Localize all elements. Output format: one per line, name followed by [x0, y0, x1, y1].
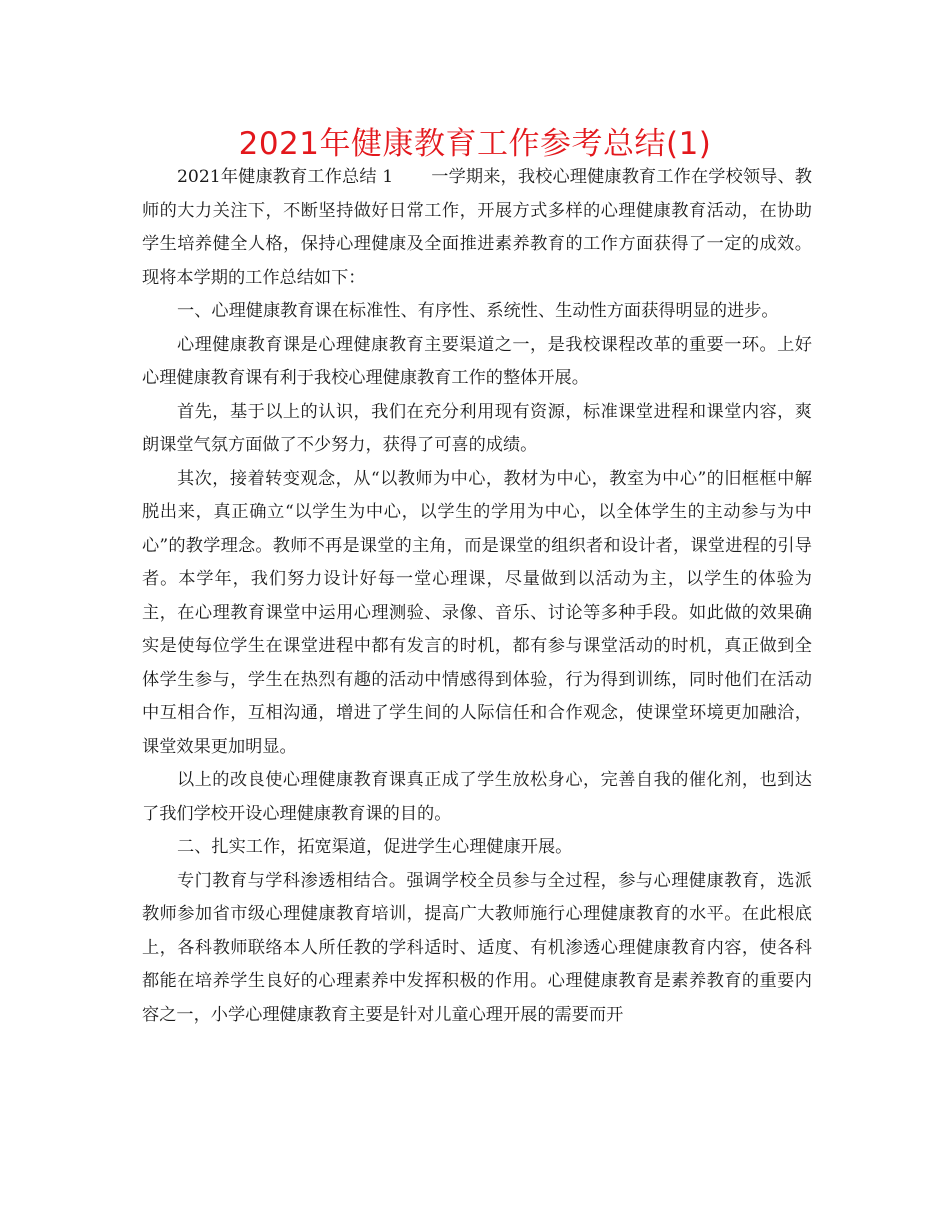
document-title: 2021年健康教育工作参考总结(1) [238, 126, 712, 162]
paragraph-section-1-heading: 一、心理健康教育课在标准性、有序性、系统性、生动性方面获得明显的进步。 [177, 301, 779, 321]
intro-label: 2021年健康教育工作总结 1 [177, 167, 394, 187]
document-body [142, 161, 812, 1032]
paragraph: 首先，基于以上的认识，我们在充分利用现有资源，标准课堂进程和课堂内容，爽朗课堂气氛方面做了不少努力，获得了可喜的成绩。 [142, 401, 812, 455]
paragraph: 以上的改良使心理健康教育课真正成了学生放松身心，完善自我的催化剂，也到达了我们学校开设心理健康教育课的目的。 [142, 770, 812, 824]
paragraph-intro [142, 161, 812, 295]
paragraph-text: 一学期来，我校心理健康教育工作在学校领导、教师的大力关注下，不断坚持做好日常工作，开展方式多样的心理健康教育活动，在协助学生培养健全人格，保持心理健康及全面推进素养教育的工作方面获得了一定的成效。现将本学期的工作总结如下： [142, 167, 812, 288]
paragraph: 心理健康教育课是心理健康教育主要渠道之一，是我校课程改革的重要一环。上好心理健康教育课有利于我校心理健康教育工作的整体开展。 [142, 334, 812, 388]
paragraph: 其次，接着转变观念，从“以教师为中心，教材为中心，教室为中心”的旧框框中解脱出来，真正确立“以学生为中心，以学生的学用为中心，以全体学生的主动参与为中心”的教学理念。教师不再是课堂的主角，而是课堂的组织者和设计者，课堂进程的引导者。本学年，我们努力设计好每一堂心理课，尽量做到以活动为主，以学生的体验为主，在心理教育课堂中运用心理测验、录像、音乐、讨论等多种手段。如此做的效果确实是使每位学生在课堂进程中都有发言的时机，都有参与课堂活动的时机，真正做到全体学生参与，学生在热烈有趣的活动中情感得到体验，行为得到训练，同时他们在活动中互相合作，互相沟通，增进了学生间的人际信任和合作观念，使课堂环境更加融洽，课堂效果更加明显。 [142, 468, 812, 757]
paragraph: 专门教育与学科渗透相结合。强调学校全员参与全过程，参与心理健康教育，选派教师参加省市级心理健康教育培训，提高广大教师施行心理健康教育的水平。在此根底上，各科教师联络本人所任教的学科适时、适度、有机渗透心理健康教育内容，使各科都能在培养学生良好的心理素养中发挥积极的作用。心理健康教育是素养教育的重要内容之一，小学心理健康教育主要是针对儿童心理开展的需要而开 [142, 870, 812, 1025]
paragraph-section-2-heading: 二、扎实工作，拓宽渠道，促进学生心理健康开展。 [177, 837, 573, 857]
